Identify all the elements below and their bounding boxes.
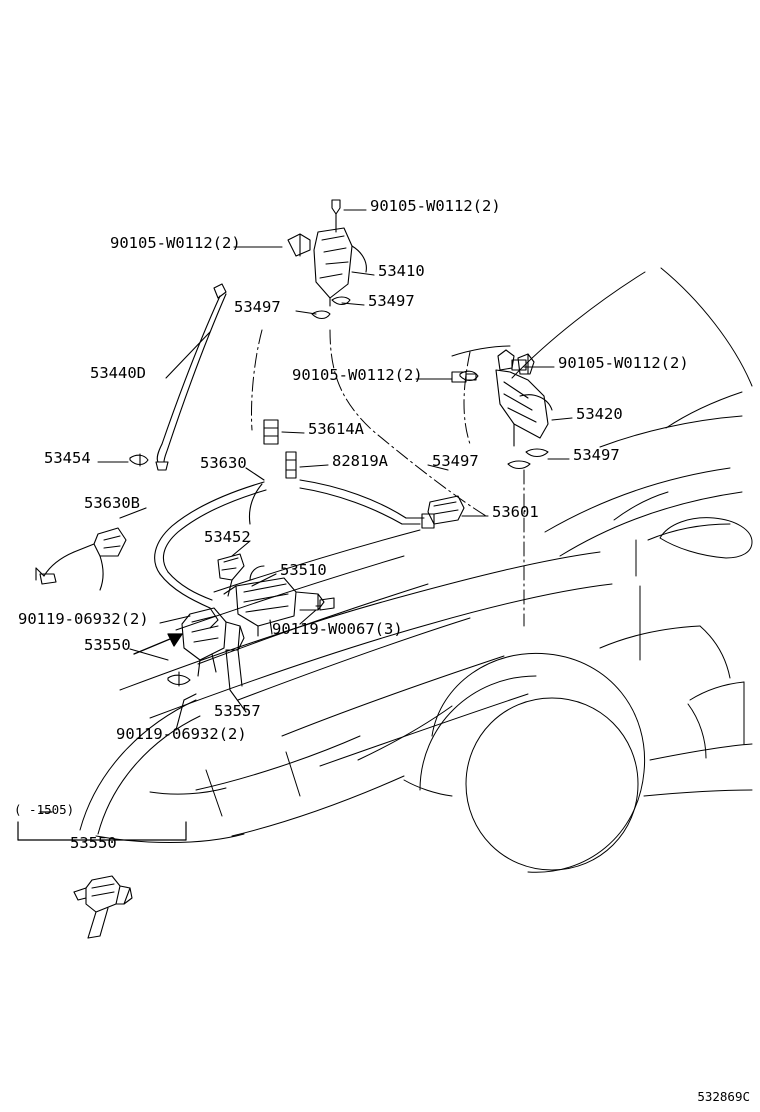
part-label-53497-mid: 53497 — [432, 452, 479, 470]
part-label-53497-right: 53497 — [573, 446, 620, 464]
part-label-53452: 53452 — [204, 528, 251, 546]
part-label-53410: 53410 — [378, 262, 425, 280]
part-53614A-grommet — [264, 420, 278, 444]
part-label-53614A: 53614A — [308, 420, 364, 438]
part-label-90105-W0112-mid: 90105-W0112(2) — [292, 366, 423, 384]
part-label-82819A: 82819A — [332, 452, 388, 470]
part-label-53497-left: 53497 — [234, 298, 281, 316]
part-label-90105-W0112-left: 90105-W0112(2) — [110, 234, 241, 252]
part-53601-striker — [428, 496, 464, 524]
part-label-53630: 53630 — [200, 454, 247, 472]
part-82819A-clamp — [286, 452, 296, 478]
part-label-53557: 53557 — [214, 702, 261, 720]
leader-lines — [98, 210, 572, 730]
part-53420-hinge — [460, 350, 552, 469]
part-label-53550-main: 53550 — [84, 636, 131, 654]
part-label-90119-06932-bottom: 90119-06932(2) — [116, 725, 247, 743]
arrow-to-53550 — [134, 634, 182, 654]
inset-part-53550 — [74, 876, 132, 938]
part-label-53420: 53420 — [576, 405, 623, 423]
part-53454-clip — [130, 454, 148, 466]
part-label-53497-top: 53497 — [368, 292, 415, 310]
part-label-53510: 53510 — [280, 561, 327, 579]
part-label-53454: 53454 — [44, 449, 91, 467]
part-label-90105-W0112-right: 90105-W0112(2) — [558, 354, 689, 372]
inset-part-label-53550: 53550 — [70, 834, 117, 852]
part-label-53601: 53601 — [492, 503, 539, 521]
part-label-90105-W0112-top: 90105-W0112(2) — [370, 197, 501, 215]
part-label-90119-W0067: 90119-W0067(3) — [272, 620, 403, 638]
inset-range-label: ( -1505) — [14, 802, 75, 817]
part-label-53630B: 53630B — [84, 494, 140, 512]
part-53410-hinge — [288, 200, 366, 319]
part-53630B-handle — [36, 528, 126, 590]
part-label-53440D: 53440D — [90, 364, 146, 382]
part-53550-latch — [168, 608, 244, 700]
figure-code: 532869C — [697, 1089, 750, 1104]
part-label-90119-06932-left: 90119-06932(2) — [18, 610, 149, 628]
